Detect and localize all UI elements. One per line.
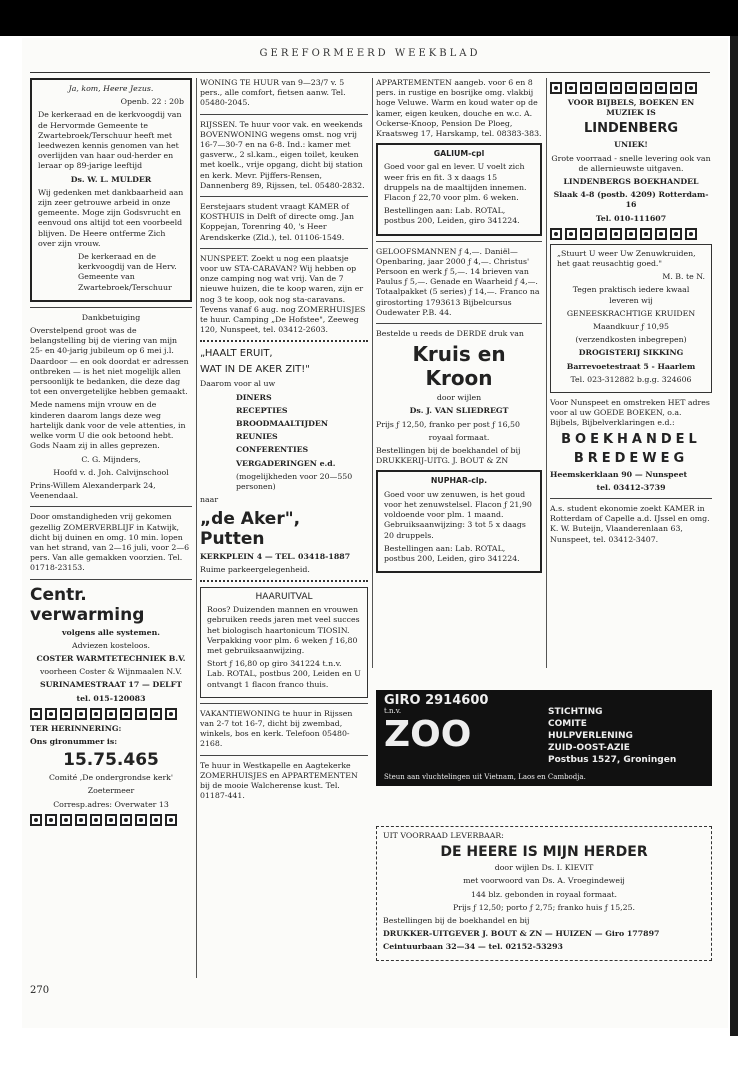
zoo-line: STICHTING	[548, 707, 603, 717]
thanks-address: Prins-Willem Alexanderpark 24, Veenendaal.	[30, 480, 156, 501]
vakantie-ad: VAKANTIEWONING te huur in Rijssen van 2-7 tot 16-7, dicht bij zwembad, winkels, bos en kerk. Telefoon 05480-2168.	[200, 708, 353, 749]
divider	[376, 323, 542, 324]
stamp-icon	[580, 82, 592, 94]
death-signature: De kerkeraad en de kerkvoogdij van de Herv. Gemeente van Zwartebroek/Terschuur	[78, 252, 177, 292]
stamp-icon	[550, 82, 562, 94]
apartments-ad: APPARTEMENTEN aangeb. voor 6 en 8 pers. in rustige en bosrijke omg. vlakbij hoge Veluwe. Warm en koud water op de kamer, eigen keuken, douche en w.c. A. Ockerse-Knoop, Pension De Ploeg, Kraatsweg 17, Harskamp, tel. 08383-383.	[376, 78, 542, 139]
aker-item: RECEPTIES	[236, 405, 288, 415]
herder-by: door wijlen Ds. I. KIEVIT	[494, 863, 594, 873]
heating-former: voorheen Coster & Wijnmaalen N.V.	[40, 667, 182, 677]
stamp-icon	[75, 814, 87, 826]
zoo-banner-wrap	[376, 690, 712, 786]
stamp-icon	[135, 708, 147, 720]
sikking-line: Tegen praktisch iedere kwaal leveren wij	[572, 285, 690, 305]
geloof-ad: GELOOFSMANNEN ƒ 4,—. Daniël—Openbaring, jaar 2000 ƒ 4,—. Christus' Persoon en werk ƒ 5,—. 14 brieven van Paulus ƒ 5,—. Genade en Waarheid ƒ 4,—. Totaalpakket (5 series) ƒ 14,—. Franco na girostorting 1793613 Bijbelcursus Oudewater P.B. 44.	[376, 246, 540, 317]
stamp-icon	[135, 814, 147, 826]
stamp-icon	[165, 708, 177, 720]
lindenberg-address: Slaak 4-8 (postb. 4209) Rotterdam-16	[553, 190, 709, 210]
herder-price: Prijs ƒ 12,50; porto ƒ 2,75; franko huis ƒ 15,25.	[452, 902, 636, 912]
capelle-ad: A.s. student ekonomie zoekt KAMER in Rotterdam of Capelle a.d. IJssel en omg. K. W. Buteijn, Vlaanderenlaan 63, Nunspeet, tel. 03412-3407.	[550, 504, 710, 544]
haaruitval-text: Roos? Duizenden mannen en vrouwen gebruiken reeds jaren met veel succes het biologisch haartonicum TIOSIN. Verpakking voor plm. 6 weken ƒ 16,80 met gebruiksaanwijzing.	[207, 605, 360, 655]
katwijk-ad: Door omstandigheden vrij gekomen gezellig ZOMERVERBLIJF in Katwijk, dicht bij duinen en omg. 10 min. lopen van het strand, van 2—16 juli, voor 2—6 pers. Van alle gemakken voorzien. Tel. 01718-23153.	[30, 512, 190, 573]
thanks-text-2: Mede namens mijn vrouw en de kinderen daarom langs deze weg hartelijk dank voor de vele attenties, in welke vorm U die ook betoond hebt. Gods Naam zij in alles geprezen.	[30, 400, 186, 451]
kruis-format: royaal formaat.	[428, 432, 490, 442]
stamp-icon	[670, 82, 682, 94]
stamp-icon	[640, 82, 652, 94]
stamp-icon	[625, 228, 637, 240]
column-2	[200, 78, 368, 804]
aker-name: „de Aker", Putten	[200, 508, 301, 549]
stamp-icon	[685, 82, 697, 94]
page-number: 270	[30, 985, 50, 996]
stamp-icon	[60, 814, 72, 826]
westkapelle-ad: Te huur in Westkapelle en Aagtekerke ZOMERHUISJES en APPARTEMENTEN bij de mooie Walcherense kust. Tel. 01187-441.	[200, 760, 358, 801]
stamp-icon	[550, 228, 562, 240]
death-notice	[30, 78, 192, 302]
reminder-org: Comité ‚De ondergrondse kerk'	[48, 773, 174, 783]
divider	[550, 498, 712, 499]
stamp-icon	[90, 814, 102, 826]
lindenberg-name: LINDENBERG	[583, 121, 679, 137]
heating-sub: volgens alle systemen.	[62, 627, 160, 637]
stamp-icon	[625, 82, 637, 94]
stamp-icon	[150, 814, 162, 826]
nuphar-title: NUPHAR-clp.	[430, 476, 488, 486]
stamp-icon	[670, 228, 682, 240]
herder-ad	[376, 826, 712, 961]
zoo-banner	[376, 690, 712, 786]
stamp-icon	[30, 814, 42, 826]
column-divider	[372, 78, 373, 668]
heating-street: SURINAMESTRAAT 17 — DELFT	[39, 680, 182, 690]
thanks-title: Dankbetuiging	[81, 312, 141, 322]
zoo-footer: Steun aan vluchtelingen uit Vietnam, Laos en Cambodja.	[384, 773, 586, 781]
stamp-icon	[30, 708, 42, 720]
stamp-border	[30, 814, 192, 826]
stamp-icon	[60, 708, 72, 720]
galium-text: Goed voor gal en lever. U voelt zich weer fris en fit. 3 x daags 15 druppels na de maaltijden innemen. Flacon ƒ 22,70 voor plm. 6 weken.	[384, 162, 527, 203]
divider	[376, 241, 542, 242]
haaruitval-title: HAARUITVAL	[255, 591, 313, 602]
lindenberg-shop: LINDENBERGS BOEKHANDEL	[563, 177, 699, 187]
zoo-word: ZOO	[384, 714, 472, 755]
column-1	[30, 78, 192, 830]
herder-order-2: DRUKKER-UITGEVER J. BOUT & ZN — HUIZEN — Giro 177897	[383, 929, 660, 939]
deceased-name: Ds. W. L. MULDER	[70, 174, 152, 184]
zoo-foundation	[548, 706, 676, 766]
page-header: GEREFORMEERD WEEKBLAD	[259, 48, 481, 59]
heating-advice: Adviezen kosteloos.	[72, 640, 150, 650]
nuphar-ad	[376, 470, 542, 573]
stamp-icon	[595, 228, 607, 240]
column-divider	[546, 78, 547, 668]
herder-wrap	[376, 826, 712, 961]
heating-tel: tel. 015-120083	[76, 693, 146, 703]
stamp-icon	[655, 82, 667, 94]
galium-order: Bestellingen aan: Lab. ROTAL, postbus 200, Leiden, giro 341224.	[384, 206, 520, 226]
divider	[30, 579, 192, 580]
scan-border-right	[730, 36, 738, 1036]
haaruitval-order: Stort ƒ 16,80 op giro 341224 t.n.v. Lab. ROTAL, postbus 200, Leiden en U ontvangt 1 flacon franco thuis.	[207, 659, 361, 689]
stamp-border	[550, 82, 712, 94]
herder-pages: 144 blz. gebonden in royaal formaat.	[470, 889, 618, 899]
reminder-line: Ons gironummer is:	[30, 736, 118, 746]
kruis-lead: Bestelde u reeds de DERDE druk van	[376, 329, 524, 339]
sikking-ad	[550, 244, 712, 393]
aker-parking: Ruime parkeergelegenheid.	[200, 564, 310, 574]
header-rule	[30, 72, 710, 73]
thanks-sign-2: Hoofd v. d. Joh. Calvijnschool	[53, 467, 169, 477]
nunspeet-ad: NUNSPEET. Zoekt u nog een plaatsje voor uw STA-CARAVAN? Wij hebben op onze camping nog wat vrij. Van de 7 nieuwe huizen, die te koop waren, zijn er nog 3 te koop, ook nog sta-caravans. Tevens vanaf 6 aug. nog ZOMERHUISJES te huur. Camping „De Hofstee", Zeeweg 120, Nunspeet, tel. 03412-2603.	[200, 253, 366, 335]
aker-item: BROODMAALTIJDEN	[236, 419, 328, 429]
zoo-giro: GIRO 2914600	[384, 693, 489, 708]
stamp-icon	[580, 228, 592, 240]
stamp-border	[30, 708, 192, 720]
stamp-icon	[655, 228, 667, 240]
stamp-icon	[595, 82, 607, 94]
nuphar-text: Goed voor uw zenuwen, is het goud voor het zenuwstelsel. Flacon ƒ 21,90 voldoende voor plm. 1 maand. Gebruiksaanwijzing: 3 tot 5 x daags 20 druppels.	[384, 489, 532, 540]
death-text: De kerkeraad en de kerkvoogdij van de Hervormde Gemeente te Zwartebroek/Terschuur heeft met leedwezen kennis genomen van het overlijden van haar oud-herder en leraar op 89-jarige leeftijd	[38, 110, 182, 171]
sikking-shop: DROGISTERIJ SIKKING	[578, 348, 684, 358]
kruis-author: Ds. J. VAN SLIEDREGT	[409, 406, 509, 416]
stamp-icon	[610, 228, 622, 240]
reminder-title: TER HERINNERING:	[30, 723, 122, 733]
herder-order-3: Ceintuurbaan 32—34 — tel. 02152-53293	[383, 942, 563, 952]
reminder-address: Corresp.adres: Overwater 13	[53, 799, 169, 809]
stamp-icon	[105, 708, 117, 720]
aker-lead: Daarom voor al uw	[200, 379, 276, 389]
sikking-shipping: (verzendkosten inbegrepen)	[575, 335, 687, 345]
aker-item: DINERS	[236, 392, 272, 402]
death-text-2: Wij gedenken met dankbaarheid aan zijn zeer getrouwe arbeid in onze gemeente. Moge zijn Godsvrucht en eenvoud ons altijd tot een voorbeeld blijven. De Heere ontferme Zich over zijn vrouw.	[38, 187, 184, 248]
death-ref: Openb. 22 : 20b	[120, 97, 184, 107]
divider	[200, 196, 368, 197]
lindenberg-tel: Tel. 010-111607	[595, 213, 667, 223]
divider	[200, 340, 368, 342]
herder-title: DE HEERE IS MIJN HERDER	[440, 844, 648, 861]
zoo-line: ZUID-OOST-AZIE	[548, 743, 630, 753]
rijssen-ad: RIJSSEN. Te huur voor vak. en weekends BOVENWONING wegens omst. nog vrij 16-7—30-7 en na 6-8. Ind.: kamer met gasverw., 2 sl.kam., eigen toilet, keuken met koelk., vrije opgang, dicht bij station en kerk. Mevr. Pijffers-Rensen, Dannenberg 89, Rijssen, tel. 05480-2832.	[200, 119, 365, 190]
stamp-icon	[45, 814, 57, 826]
herder-foreword: met voorwoord van Ds. A. Vroegindeweij	[463, 876, 625, 886]
stamp-icon	[610, 82, 622, 94]
divider	[200, 755, 368, 756]
student-ad: Eerstejaars student vraagt KAMER of KOSTHUIS in Delft of directe omg. Jan Koppejan, Torenring 40, 's Heer Arendskerke (Zld.), tel. 01106-1549.	[200, 202, 354, 242]
rent-ad: WONING TE HUUR van 9—23/7 v. 5 pers., alle comfort, fietsen aanw. Tel. 05480-2045.	[200, 78, 346, 108]
zoo-line: Postbus 1527, Groningen	[548, 755, 677, 765]
kruis-order: Bestellingen bij de boekhandel of bij DRUKKERIJ-UITG. J. BOUT & ZN	[376, 446, 521, 466]
galium-title: GALIUM-cpl	[433, 149, 485, 159]
herder-lead: UIT VOORRAAD LEVERBAAR:	[383, 831, 504, 840]
haaruitval-ad	[200, 587, 368, 698]
column-3	[376, 78, 542, 578]
herder-order: Bestellingen bij de boekhandel en bij	[383, 916, 530, 926]
lindenberg-line: VOOR BIJBELS, BOEKEN EN MUZIEK IS	[567, 98, 695, 118]
divider	[200, 580, 368, 582]
zoo-line: HULPVERLENING	[548, 731, 633, 741]
heating-title: Centr. verwarming	[30, 584, 145, 625]
zoo-line: COMITE	[548, 719, 587, 729]
stamp-icon	[165, 814, 177, 826]
aker-item: CONFERENTIES	[236, 445, 309, 455]
sikking-cure: Maandkuur ƒ 10,95	[593, 322, 669, 332]
column-4	[550, 78, 712, 548]
column-divider	[196, 78, 197, 978]
bredeweg-tel: tel. 03412-3739	[596, 482, 666, 492]
sikking-tel: Tel. 023-312882 b.g.g. 324606	[570, 374, 692, 384]
bredeweg-name-2: BREDEWEG	[573, 450, 689, 466]
stamp-icon	[565, 228, 577, 240]
aker-title: „HAALT ERUIT,	[200, 348, 273, 360]
aker-address: KERKPLEIN 4 — TEL. 03418-1887	[200, 551, 351, 561]
stamp-icon	[565, 82, 577, 94]
divider	[30, 506, 192, 507]
sikking-initials: M. B. te N.	[662, 272, 705, 282]
kruis-title: Kruis en Kroon	[412, 342, 506, 391]
galium-ad	[376, 143, 542, 235]
stamp-border	[550, 228, 712, 240]
lindenberg-stock: Grote voorraad - snelle levering ook van de allernieuwste uitgaven.	[551, 153, 711, 173]
stamp-icon	[75, 708, 87, 720]
sikking-address: Barrevoetestraat 5 - Haarlem	[566, 361, 696, 371]
scan-border-top	[0, 0, 738, 36]
zoo-inv: t.n.v.	[384, 707, 402, 715]
divider	[200, 703, 368, 704]
divider	[200, 248, 368, 249]
aker-item: REUNIES	[236, 432, 278, 442]
death-quote: Ja, kom, Heere Jezus.	[68, 84, 154, 93]
stamp-icon	[150, 708, 162, 720]
stamp-icon	[685, 228, 697, 240]
thanks-text: Overstelpend groot was de belangstelling bij de viering van mijn 25- en 40-jarig jubileum op 6 mei j.l. Daardoor — en ook doordat er adressen ontbreken — is het niet mogelijk allen persoonlijk te bedanken, die deze dag tot een onvergetelijke hebben gemaakt.	[30, 326, 189, 397]
stamp-icon	[120, 708, 132, 720]
stamp-icon	[120, 814, 132, 826]
reminder-org-2: Zoetermeer	[87, 786, 135, 796]
sikking-quote: „Stuurt U weer Uw Zenuwkruiden, het gaat reusachtig goed."	[557, 248, 696, 269]
bredeweg-name: BOEKHANDEL	[561, 431, 701, 447]
bredeweg-address: Heemskerklaan 90 — Nunspeet	[550, 469, 688, 479]
kruis-price: Prijs ƒ 12,50, franko per post ƒ 16,50	[376, 419, 520, 429]
stamp-icon	[90, 708, 102, 720]
aker-title-2: WAT IN DE AKER ZIT!"	[200, 364, 310, 376]
giro-number: 15.75.465	[63, 750, 159, 771]
divider	[30, 307, 192, 308]
aker-naar: naar	[200, 495, 219, 505]
sikking-line-2: GENEESKRACHTIGE KRUIDEN	[566, 308, 696, 318]
aker-item: VERGADERINGEN e.d.	[236, 458, 336, 468]
aker-list	[200, 393, 368, 493]
lindenberg-unique: UNIEK!	[614, 140, 648, 150]
kruis-by: door wijlen	[436, 393, 482, 403]
heating-company: COSTER WARMTETECHNIEK B.V.	[36, 653, 186, 663]
aker-note: (mogelijkheden voor 20—550 personen)	[236, 471, 353, 492]
stamp-icon	[640, 228, 652, 240]
nuphar-order: Bestellingen aan: Lab. ROTAL, postbus 200, Leiden, giro 341224.	[384, 543, 520, 563]
bredeweg-intro: Voor Nunspeet en omstreken HET adres voor al uw GOEDE BOEKEN, o.a. Bijbels, Bijbelverklaringen e.d.:	[550, 398, 710, 428]
divider	[200, 114, 368, 115]
stamp-icon	[45, 708, 57, 720]
thanks-sign: C. G. Mijnders,	[81, 454, 141, 464]
stamp-icon	[105, 814, 117, 826]
